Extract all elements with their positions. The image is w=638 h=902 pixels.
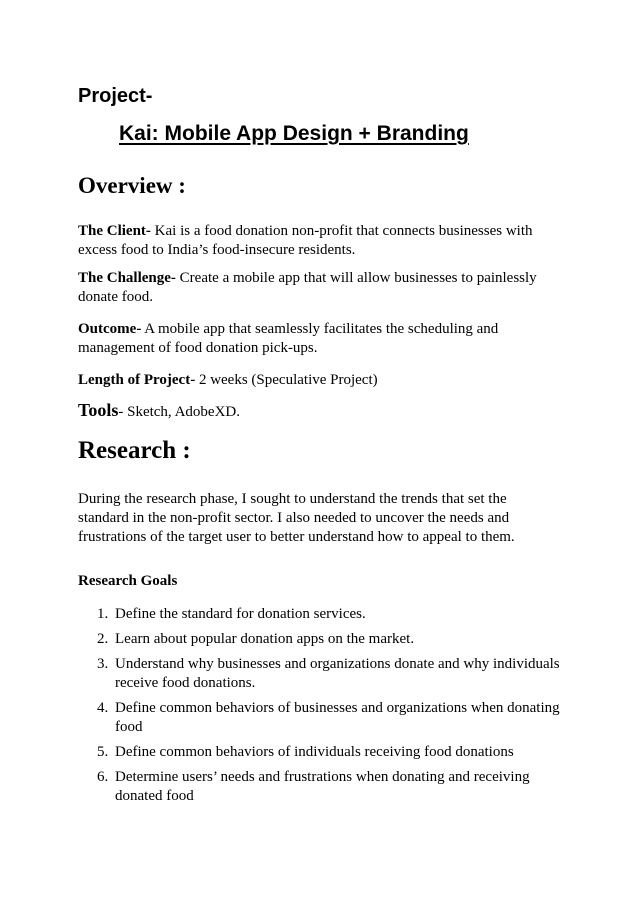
- list-item: [78, 605, 568, 624]
- list-item: [78, 699, 568, 737]
- list-item-text: Define common behaviors of individuals receiving food donations: [115, 744, 514, 760]
- list-number: 5.: [97, 744, 109, 760]
- list-number: 3.: [97, 656, 109, 672]
- challenge-text: Create a mobile app that will allow businesses to painlessly donate food.: [78, 270, 537, 305]
- challenge-paragraph: [78, 269, 558, 307]
- research-intro: During the research phase, I sought to understand the trends that set the standard in the non-profit sector. I also needed to uncover the needs and frustrations of the target user to better understand how to appeal to them.: [78, 491, 515, 545]
- client-label: The Client-: [78, 223, 151, 239]
- length-label: Length of Project-: [78, 372, 196, 388]
- list-number: 4.: [97, 700, 109, 716]
- outcome-text: A mobile app that seamlessly facilitates the scheduling and management of food donation pick-ups.: [78, 321, 499, 356]
- research-goals-list: [78, 605, 568, 812]
- client-paragraph: [78, 222, 558, 260]
- list-item: [78, 630, 568, 649]
- overview-heading: Overview :: [78, 173, 186, 198]
- research-heading: Research :: [78, 437, 191, 464]
- tools-paragraph: [78, 401, 558, 422]
- list-item-text: Define the standard for donation services.: [115, 606, 366, 622]
- client-text: Kai is a food donation non-profit that connects businesses with excess food to India’s food-insecure residents.: [78, 223, 533, 258]
- length-paragraph: [78, 371, 558, 390]
- list-item-text: Learn about popular donation apps on the market.: [115, 631, 415, 647]
- project-title: Kai: Mobile App Design + Branding: [119, 122, 469, 145]
- tools-label: Tools: [78, 400, 119, 420]
- research-goals-heading: Research Goals: [78, 573, 178, 589]
- length-text: 2 weeks (Speculative Project): [195, 372, 378, 388]
- challenge-label: The Challenge-: [78, 270, 176, 286]
- project-label: Project-: [78, 85, 153, 107]
- list-item-text: Define common behaviors of businesses and organizations when donating food: [115, 700, 560, 735]
- list-item-text: Understand why businesses and organizations donate and why individuals receive food donations.: [115, 656, 560, 691]
- list-number: 1.: [97, 606, 109, 622]
- list-item: [78, 743, 568, 762]
- list-item: [78, 768, 568, 806]
- outcome-paragraph: [78, 320, 558, 358]
- list-item: [78, 655, 568, 693]
- outcome-label: Outcome-: [78, 321, 142, 337]
- list-item-text: Determine users’ needs and frustrations when donating and receiving donated food: [115, 769, 530, 804]
- list-number: 6.: [97, 769, 109, 785]
- list-number: 2.: [97, 631, 109, 647]
- tools-text: - Sketch, AdobeXD.: [118, 404, 241, 420]
